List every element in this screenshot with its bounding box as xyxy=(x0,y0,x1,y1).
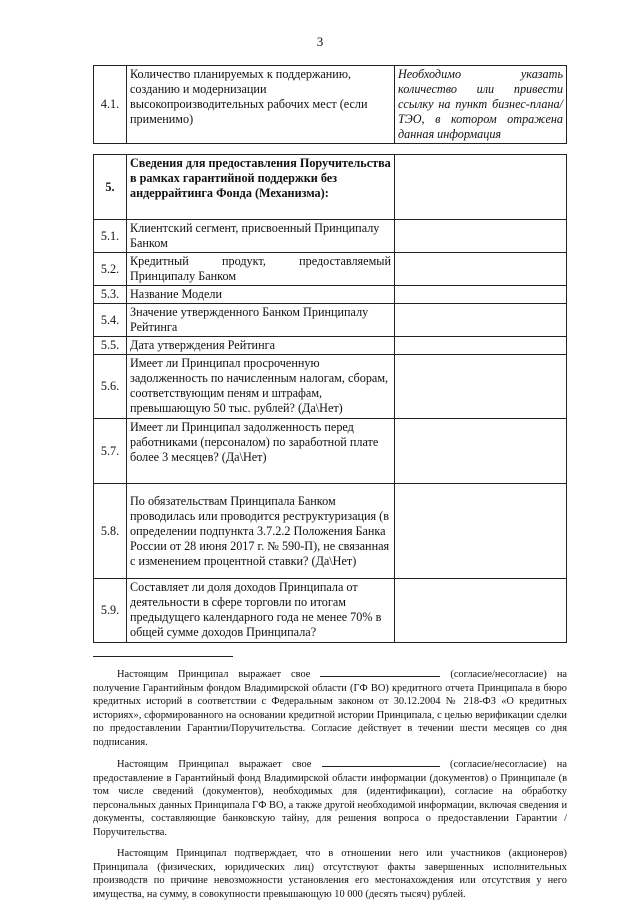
row-number: 5.9. xyxy=(94,579,127,643)
section-title: Сведения для предоставления Поручительства в рамках гарантийной поддержки без андеррайтинга Фонда (Механизма): xyxy=(127,155,395,220)
row-label: Имеет ли Принципал просроченную задолженность по начисленным налогам, сборам, соответствующим пеням и штрафам, превышающую 50 тыс. рублей? (Да\Нет) xyxy=(127,355,395,419)
row-label: Имеет ли Принципал задолженность перед работниками (персоналом) по заработной плате более 3 месяцев? (Да\Нет) xyxy=(127,419,395,484)
row-number: 5.1. xyxy=(94,220,127,253)
table-row xyxy=(94,220,567,253)
enforcement-proceedings-note: Настоящим Принципал подтверждает, что в отношении него или участников (акционеров) Принципала (физических, юридических лиц) отсутствуют факты завершенных исполнительных производств по причине невозможности установления его местонахождения или отсутствия у него имущества, на сумму, в совокупности превышающую 10 000 (десять тысяч) рублей. xyxy=(93,848,567,900)
row-label: По обязательствам Принципала Банком проводилась или проводится реструктуризация (в определении подпункта 3.7.2.2 Положения Банка России от 28 июня 2017 г. № 590-П), не связанная с изменением процентной ставки? (Да\Нет) xyxy=(127,484,395,579)
note-text: (согласие/несогласие) на получение Гарантийным фондом Владимирской области (ГФ ВО) кредитного отчета Принципала в бюро кредитных историй в соответствии с Федеральным законом от 30.12.2004 № 218-ФЗ «О кредитных историях», сформированного на основании кредитной истории Принципала, с целью верификации сделки по предоставлении Гарантии/Поручительства. Согласие действует в течении шести месяцев со дня подписания. xyxy=(93,669,567,748)
table-row xyxy=(94,337,567,355)
note-text: (согласие/несогласие) на предоставление в Гарантийный фонд Владимирской области информации (документов) о Принципале (в том числе сведений (документов), необходимых для (идентификации), согласие на обработку персональных данных Принципала ГФ ВО, а также другой необходимой информации, включая сведения и документы, составляющие банковскую тайну, для решения вопроса о предоставлении Гарантии /Поручительства. xyxy=(93,759,567,838)
credit-report-consent-note xyxy=(93,667,567,749)
row-value-cell[interactable] xyxy=(395,286,567,304)
row-value-cell[interactable] xyxy=(395,484,567,579)
row-value-cell[interactable] xyxy=(395,419,567,484)
page-number: 3 xyxy=(316,34,324,49)
note-text: Настоящим Принципал выражает свое xyxy=(117,669,311,680)
row-label: Название Модели xyxy=(127,286,395,304)
row-number: 5.2. xyxy=(94,253,127,286)
table-header-row xyxy=(94,155,567,220)
row-value-cell[interactable] xyxy=(395,253,567,286)
row-label: Кредитный продукт, предоставляемый Принципалу Банком xyxy=(127,253,395,286)
footnote-separator xyxy=(93,656,233,657)
guarantee-info-table xyxy=(93,154,567,643)
row-value-hint[interactable]: Необходимо указать количество или привести ссылку на пункт бизнес-плана/ТЭО, в котором отражена данная информация xyxy=(395,66,567,144)
row-number: 5.8. xyxy=(94,484,127,579)
table-row xyxy=(94,304,567,337)
row-number: 4.1. xyxy=(94,66,127,144)
row-number: 5.5. xyxy=(94,337,127,355)
row-label: Дата утверждения Рейтинга xyxy=(127,337,395,355)
high-performance-jobs-table xyxy=(93,65,567,144)
table-row xyxy=(94,286,567,304)
row-value-cell[interactable] xyxy=(395,355,567,419)
row-number: 5.7. xyxy=(94,419,127,484)
table-row xyxy=(94,484,567,579)
footnotes xyxy=(93,667,567,909)
information-consent-note xyxy=(93,757,567,839)
row-label: Значение утвержденного Банком Принципалу Рейтинга xyxy=(127,304,395,337)
row-value-cell[interactable] xyxy=(395,579,567,643)
row-number: 5.3. xyxy=(94,286,127,304)
table-row xyxy=(94,355,567,419)
consent-blank-field[interactable] xyxy=(320,667,440,677)
table-row xyxy=(94,419,567,484)
row-number: 5.4. xyxy=(94,304,127,337)
row-value-cell xyxy=(395,155,567,220)
row-label: Количество планируемых к поддержанию, созданию и модернизации высокопроизводительных рабочих мест (если применимо) xyxy=(127,66,395,144)
row-number: 5.6. xyxy=(94,355,127,419)
table-row xyxy=(94,253,567,286)
row-value-cell[interactable] xyxy=(395,220,567,253)
note-text: Настоящим Принципал выражает свое xyxy=(117,759,312,770)
table-row xyxy=(94,579,567,643)
consent-blank-field[interactable] xyxy=(322,757,440,767)
table-row xyxy=(94,66,567,144)
row-value-cell[interactable] xyxy=(395,304,567,337)
row-label: Составляет ли доля доходов Принципала от деятельности в сфере торговли по итогам предыдущего календарного года не менее 70% в общей сумме доходов Принципала? xyxy=(127,579,395,643)
row-value-cell[interactable] xyxy=(395,337,567,355)
row-label: Клиентский сегмент, присвоенный Принципалу Банком xyxy=(127,220,395,253)
row-number: 5. xyxy=(94,155,127,220)
